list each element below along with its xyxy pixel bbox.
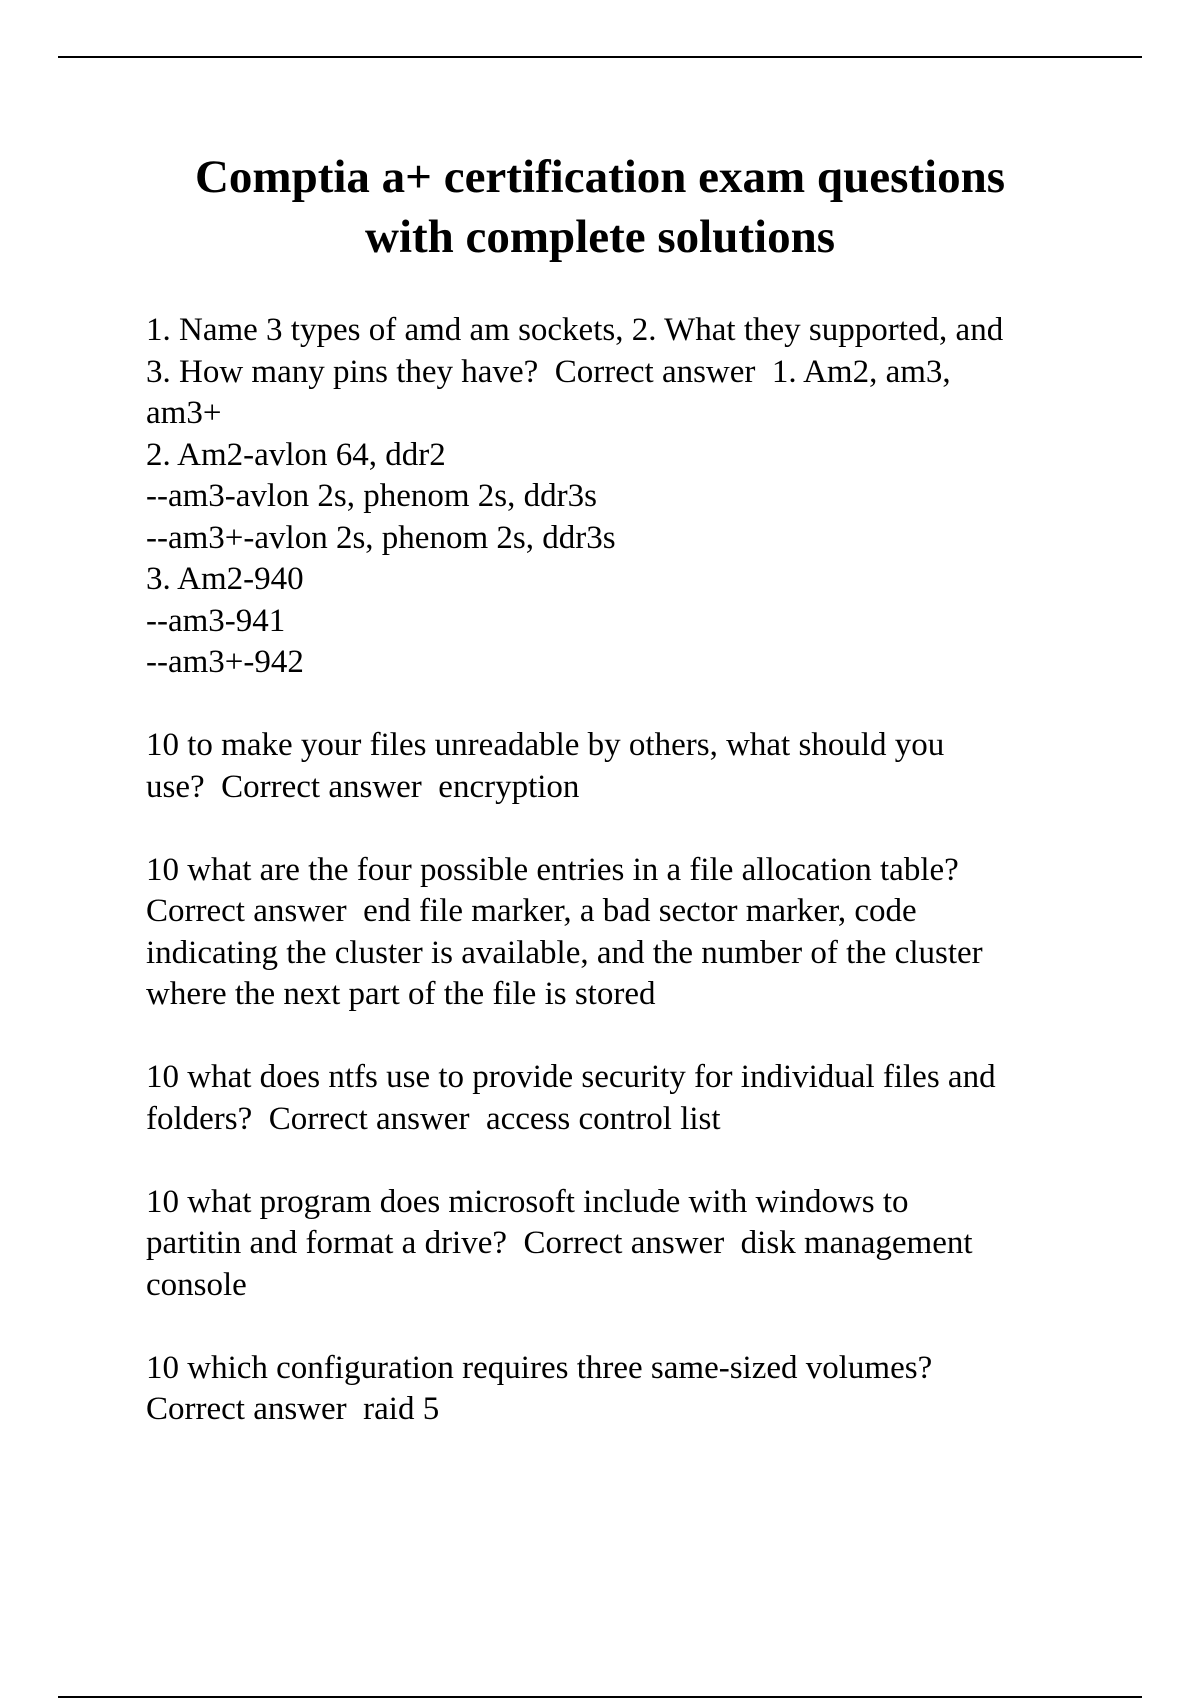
question-entry-4 — [146, 1057, 1126, 1140]
text-line: 10 which configuration requires three same-sized volumes? — [146, 1349, 933, 1386]
text-line: partitin and format a drive? Correct answer disk management — [146, 1225, 973, 1261]
text-line: 2. Am2-avlon 64, ddr2 — [146, 436, 446, 473]
page-title — [60, 147, 1140, 267]
question-entry-5 — [146, 1182, 1126, 1307]
text-line: 10 what does ntfs use to provide security for individual files and — [146, 1059, 996, 1095]
text-line: 10 what are the four possible entries in a file allocation table? — [146, 851, 959, 888]
text-line: Correct answer raid 5 — [146, 1391, 440, 1427]
text-line: --am3-avlon 2s, phenom 2s, ddr3s — [146, 478, 597, 514]
question-entry-3 — [146, 850, 1126, 1016]
text-line: 10 what program does microsoft include with windows to — [146, 1183, 909, 1220]
title-line-2: with complete solutions — [365, 211, 835, 263]
text-line: where the next part of the file is stored — [146, 976, 656, 1012]
text-line: 3. How many pins they have? Correct answer 1. Am2, am3, — [146, 353, 951, 390]
text-line: am3+ — [146, 395, 222, 431]
text-line: Correct answer end file marker, a bad sector marker, code — [146, 893, 917, 929]
text-line: indicating the cluster is available, and the number of the cluster — [146, 934, 983, 971]
bottom-divider — [58, 1696, 1142, 1698]
top-divider — [58, 56, 1142, 58]
question-entry-6 — [146, 1348, 1126, 1431]
question-entry-2 — [146, 725, 1126, 808]
text-line: use? Correct answer encryption — [146, 768, 580, 805]
text-line: --am3+-942 — [146, 644, 304, 680]
text-line: --am3-941 — [146, 602, 286, 639]
text-line: 1. Name 3 types of amd am sockets, 2. What they supported, and — [146, 312, 1004, 348]
text-line: folders? Correct answer access control list — [146, 1100, 721, 1137]
question-list — [146, 310, 1126, 1472]
question-entry-1 — [146, 310, 1126, 684]
text-line: console — [146, 1266, 247, 1303]
text-line: --am3+-avlon 2s, phenom 2s, ddr3s — [146, 519, 616, 556]
text-line: 3. Am2-940 — [146, 561, 304, 597]
text-line: 10 to make your files unreadable by others, what should you — [146, 727, 945, 763]
title-line-1: Comptia a+ certification exam questions — [194, 151, 1005, 203]
